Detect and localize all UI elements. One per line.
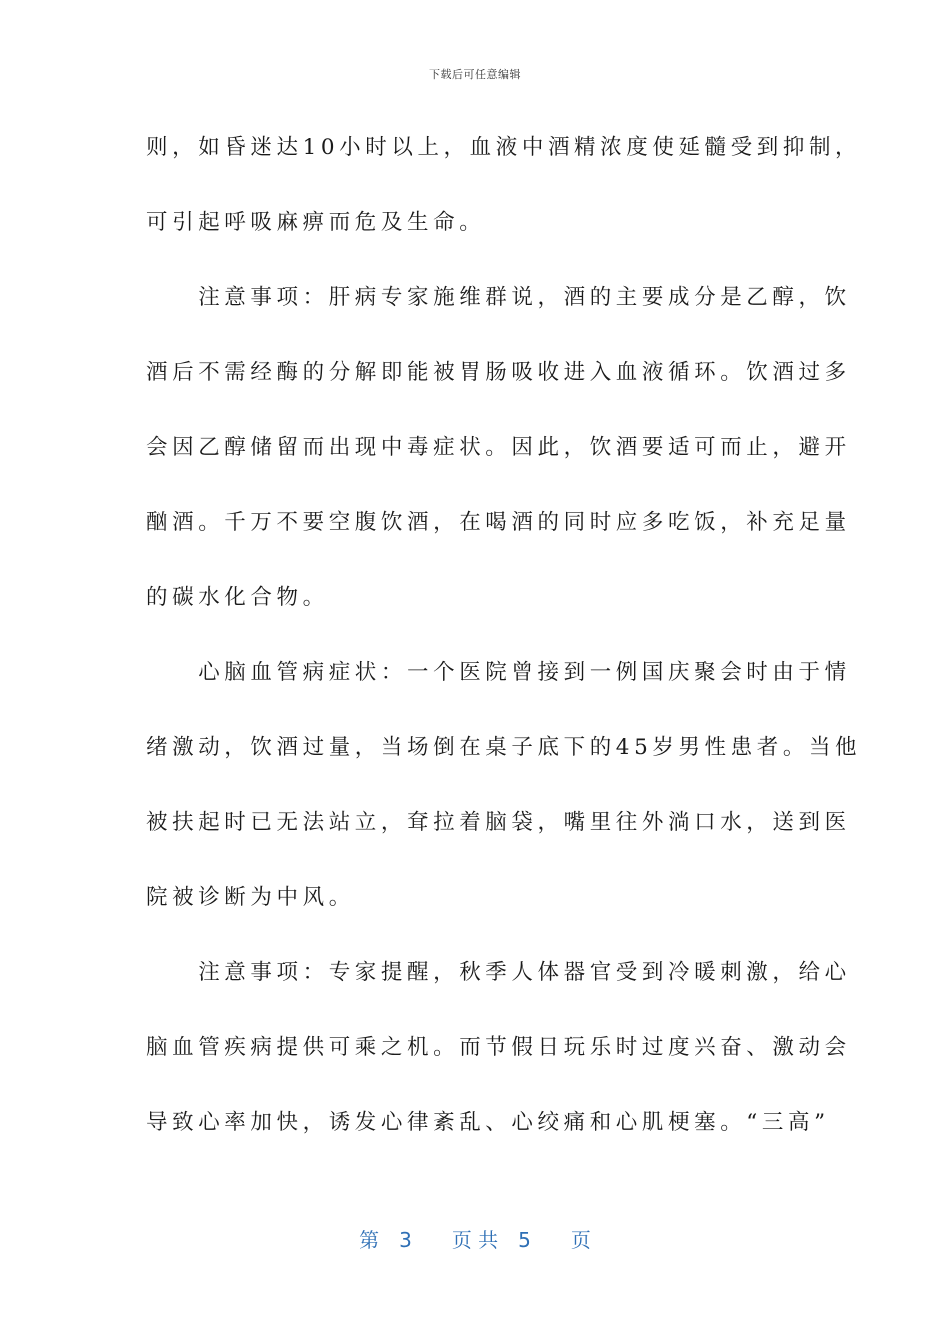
text-line: 注意事项：专家提醒，秋季人体器官受到冷暖刺激，给心 bbox=[146, 960, 851, 985]
text-line: 绪激动，饮酒过量，当场倒在桌子底下的45岁男性患者。当他 bbox=[146, 735, 862, 760]
text-line: 会因乙醇储留而出现中毒症状。因此，饮酒要适可而止，避开 bbox=[146, 435, 851, 460]
text-line: 被扶起时已无法站立，耷拉着脑袋，嘴里往外淌口水，送到医 bbox=[146, 810, 851, 835]
text-line: 可引起呼吸麻痹而危及生命。 bbox=[146, 210, 486, 235]
text-line: 院被诊断为中风。 bbox=[146, 885, 355, 910]
text-line: 心脑血管病症状：一个医院曾接到一例国庆聚会时由于情 bbox=[146, 660, 851, 685]
body-text bbox=[146, 124, 862, 1174]
text-line: 导致心率加快，诱发心律紊乱、心绞痛和心肌梗塞。“三高” bbox=[146, 1110, 830, 1135]
page-number-footer: 第 3 页 共 5 页 bbox=[359, 1228, 591, 1252]
text-line: 注意事项：肝病专家施维群说，酒的主要成分是乙醇，饮 bbox=[146, 285, 851, 310]
text-line: 的碳水化合物。 bbox=[146, 585, 329, 610]
text-line: 酒后不需经酶的分解即能被胃肠吸收进入血液循环。饮酒过多 bbox=[146, 360, 851, 385]
text-line: 脑血管疾病提供可乘之机。而节假日玩乐时过度兴奋、激动会 bbox=[146, 1035, 851, 1060]
text-line: 则，如昏迷达10小时以上，血液中酒精浓度使延髓受到抑制， bbox=[146, 135, 862, 160]
page-header: 下载后可任意编辑 bbox=[429, 68, 521, 81]
text-line: 酗酒。千万不要空腹饮酒，在喝酒的同时应多吃饭，补充足量 bbox=[146, 510, 851, 535]
